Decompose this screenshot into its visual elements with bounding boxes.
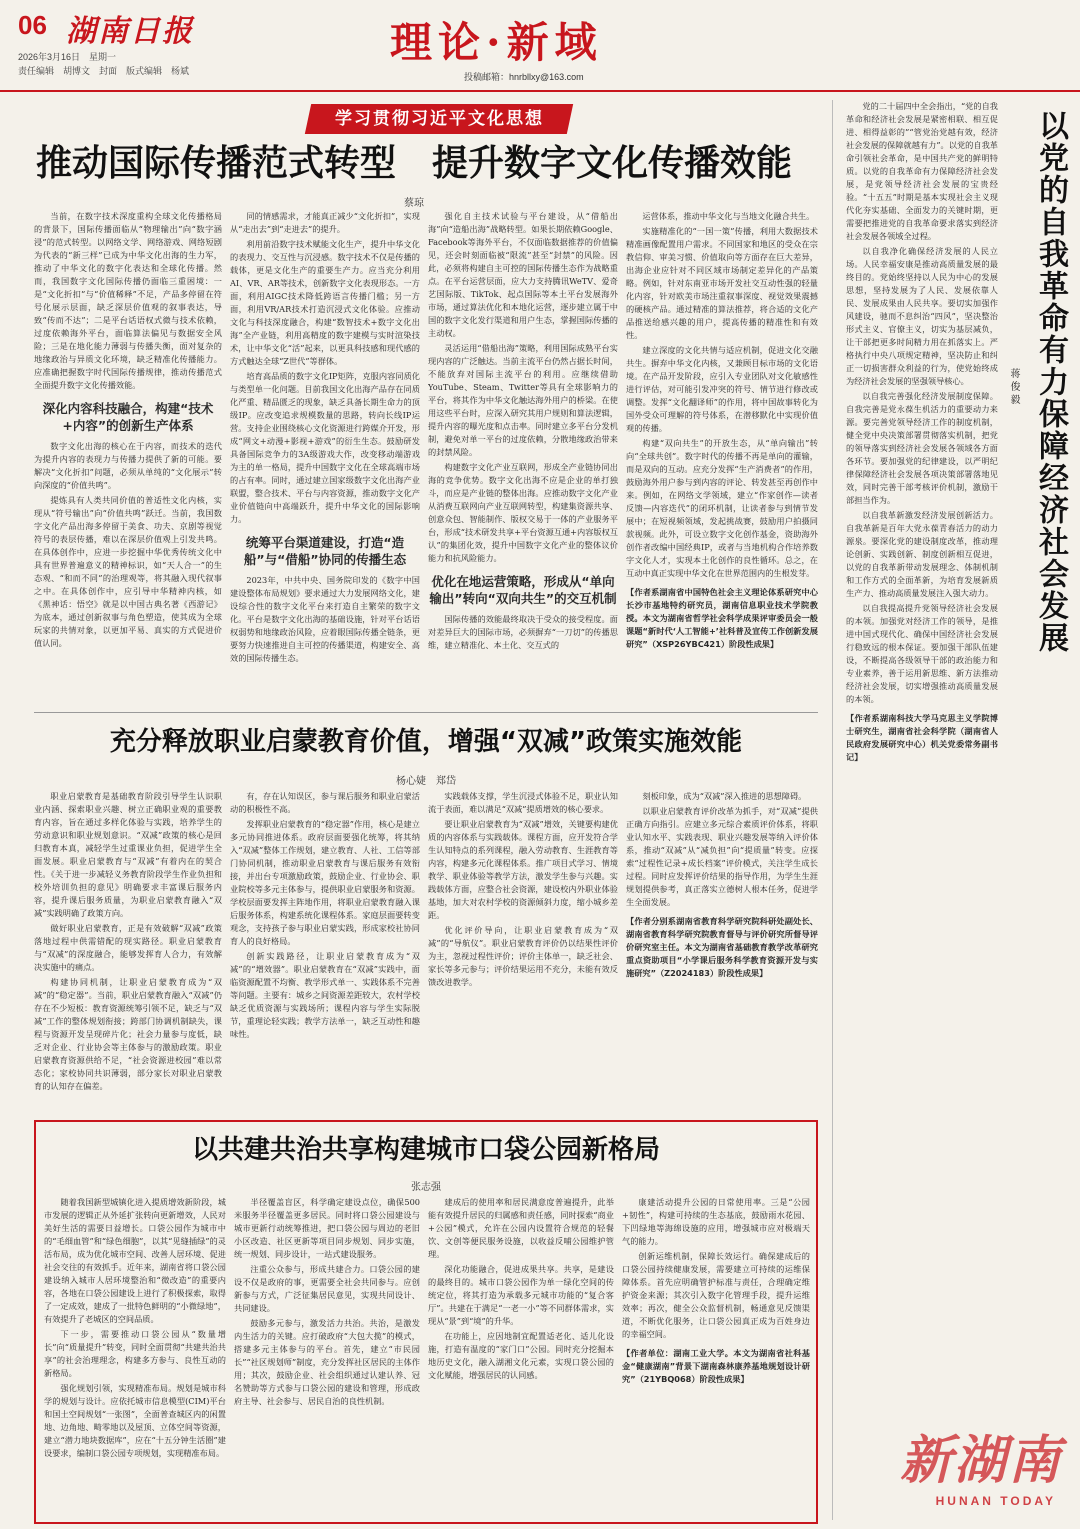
masthead bbox=[0, 0, 1080, 92]
column-divider bbox=[832, 100, 833, 1520]
article2-funding-note: 【作者分别系湖南省教育科学研究院科研处副处长、湖南省教育科学研究院教育督导与评价研究所督导评价研究室主任。本文为湖南省基础教育教学改革研究重点资助项目“小学课后服务科学教育资源开发与实施研究”（Z2024183）阶段性成果】 bbox=[626, 916, 818, 978]
paragraph: 提炼具有人类共同价值的普适性文化内核，实现从“符号输出”向“价值共鸣”跃迁。当前，我国数字文化产品出海多停留于美食、功夫、京剧等视觉符号的表层传播，难以在深层价值观上引发共鸣。在具体创作中，应进一步挖掘中华优秀传统文化中具有世界普遍意义的精神标识，如“天人合一”的生态观、“和而不同”的治理观等，将其融入现代叙事之中。在具体创作中，应引导中华精神内核，如《黑神话：悟空》就是以中国古典名著《西游记》为底本，通过创新叙事与角色塑造，使其成为全球玩家的共情对象，以更加平易、真实的方式促进价值认同。 bbox=[34, 495, 222, 648]
paragraph: 发挥职业启蒙教育的“稳定器”作用，核心是建立多元协同推进体系。政府层面要强化统筹，将其纳入“双减”整体工作规划，建立教育、人社、工信等部门协同机制，推动职业启蒙教育与课后服务有效衔接，并出台专项激励政策，鼓励企业、行业协会、职业院校等多元主体参与，提供职业启蒙服务和资源。学校层面要发挥主阵地作用，将职业启蒙教育融入课后服务体系，构建系统化课程体系。家庭层面要转变观念，支持孩子参与职业启蒙实践，形成家校社协同育人的良好格局。 bbox=[230, 819, 420, 946]
paragraph: 利用前沿数字技术赋能文化生产，提升中华文化的表现力、交互性与沉浸感。数字技术不仅是传播的载体，更是文化生产的重要生产力。应当充分利用AI、VR、AR等技术，创新数字文化表现形态。一方面，利用AIGC技术降低跨语言传播门槛；另一方面，利用VR/AR技术打造沉浸式文化体验。应推动文化与科技深度融合，构建“数智技术+数字文化出海”全产业链，利用高精度的数字建模与实时渲染技术，让中华文化“活”起来，以更具科技感和现代感的方式触达全球“Z世代”等群体。 bbox=[230, 239, 420, 366]
paragraph: 优化评价导向，让职业启蒙教育成为“双减”的“导航仪”。职业启蒙教育评价仍以结果性评价为主，忽视过程性评价；评价主体单一，缺乏社会、家长等多元参与；评价结果运用不充分，未能有效反馈改进教学。 bbox=[428, 925, 618, 987]
paragraph: 在功能上，应因地制宜配置适老化、适儿化设施，打造有温度的“家门口”公园。同时充分挖掘本地历史文化，融入湖湘文化元素，实现口袋公园的文化赋能，增强居民的认同感。 bbox=[428, 1331, 614, 1380]
paragraph: 同的情感需求，才能真正减少“文化折扣”，实现从“走出去”到“走进去”的提升。 bbox=[230, 211, 420, 234]
article1-subhead-3: 优化在地运营策略，形成从“单向输出”转向“双向共生”的交互机制 bbox=[429, 574, 617, 606]
article1-author: 蔡琼 bbox=[404, 198, 424, 209]
paragraph: 要让职业启蒙教育为“双减”增效，关键要构建优质的内容体系与实践载体。课程方面，应开发符合学生认知特点的系列课程，融入劳动教育、生涯教育等内容，构建多元化课程体系。推广项目式学习、情境教学、职业体验等教学方法，激发学生参与兴趣。实践载体方面，应整合社会资源，建设校内外职业体验基地，加大对农村学校的资源倾斜力度，缩小城乡差距。 bbox=[428, 819, 618, 920]
paragraph: 运营体系，推动中华文化与当地文化融合共生。 bbox=[642, 211, 815, 221]
paragraph: 鼓励多元参与，激发活力共治。共治，是激发内生活力的关键。应打破政府“大包大揽”的模式，搭建多元主体参与的平台。首先，建立“市民园长”“社区规划师”制度，充分发挥社区居民的主体作用；其次，鼓励企业、社会组织通过认建认养、冠名赞助等方式参与口袋公园的建设和管理，形成政府主导、社会参与、居民自治的良性机制。 bbox=[234, 1318, 420, 1406]
watermark-logo bbox=[890, 1418, 1066, 1522]
paragraph: 实践载体支撑，学生沉浸式体验不足，职业认知流于表面，难以满足“双减”提质增效的核心要求。 bbox=[428, 791, 618, 814]
paragraph: 职业启蒙教育是基础教育阶段引导学生认识职业内涵、探索职业兴趣、树立正确职业观的重要教育内容，旨在通过多样化体验与实践，培养学生的劳动意识和职业规划意识。“双减”政策的核心是回归教育本真，减轻学生过重课业负担，促进学生全面发展。职业启蒙教育与“双减”有着内在的契合性。《关于进一步减轻义务教育阶段学生作业负担和校外培训负担的意见》明确要求丰富课后服务内容，提升课后服务质量，为职业启蒙教育融入“双减”实践明确了政策方向。 bbox=[34, 791, 222, 918]
submit-email: 投稿邮箱：hnrbllxy@163.com bbox=[464, 72, 584, 82]
paragraph: 半径覆盖盲区，科学确定建设点位，确保500米服务半径覆盖更多居民。同时将口袋公园建设与城市更新行动统筹推进，把口袋公园与周边的老旧小区改造、社区更新等项目同步规划、同步实施，统一规划、同步设计，一站式建设服务。 bbox=[234, 1197, 420, 1259]
paragraph: 创新运维机制，保障长效运行。确保建成后的口袋公园持续健康发展，需要建立可持续的运维保障体系。首先应明确管护标准与责任，合理确定维护资金来源；其次引入数字化管理手段，提升运维效率；再次，健全公众监督机制，畅通意见反馈渠道，不断优化服务，让口袋公园真正成为百姓身边的幸福空间。 bbox=[622, 1251, 810, 1339]
article1-funding-note: 【作者系湖南省中国特色社会主义理论体系研究中心长沙市基地特约研究员，湖南信息职业技术学院教授。本文为湖南省哲学社会科学成果评审委员会一般课题“新时代‘人工智能+’社科普及宣传工作创新发展研究”（XSP26YBC421）阶段性成果】 bbox=[626, 587, 818, 649]
paragraph: 构建协同机制，让职业启蒙教育成为“双减”的“稳定器”。当前，职业启蒙教育融入“双减”仍存在不少短板：教育资源统筹引领不足，缺乏与“双减”工作的整体规划衔接；跨部门协调机制缺失，课程与资源开发呈现碎片化；社会力量参与度低，缺乏对企业、行业协会等主体参与的激励政策。职业启蒙教育资源供给不足，“社会资源进校园”难以常态化；家校协同共识薄弱，部分家长对职业启蒙教育的认知存在偏差。 bbox=[34, 977, 222, 1091]
article3-column-1 bbox=[44, 1196, 226, 1516]
side-article-author: 蒋俊毅 bbox=[1008, 368, 1019, 407]
paragraph: 国际传播的效能最终取决于受众的接受程度。面对差异巨大的国际市场，必须摒弃“一刀切”的传播思维，建立精准化、本土化、交互式的 bbox=[428, 614, 618, 650]
article3-funding-note: 【作者单位：湖南工业大学。本文为湖南省社科基金“健康湖南”背景下湖南森林康养基地规划设计研究”（21YBQ068）阶段性成果】 bbox=[622, 1348, 810, 1384]
paragraph: 建成后的使用率和居民满意度普遍提升，此举能有效提升居民的归属感和责任感，同时探索“商业+公园”模式，允许在公园内设置符合规范的轻餐饮、文创等便民服务设施，以收益反哺公园维护管理。 bbox=[428, 1197, 614, 1259]
paragraph: 以自我提高提升党领导经济社会发展的本领。加强党对经济工作的领导，是推进中国式现代化、确保中国经济社会发展行稳致远的根本保证。要加强干部队伍建设，不断提高各级领导干部的政治能力和专业素养，善于运用新思维、新方法推动经济社会发展，切实增强推动高质量发展的本领。 bbox=[846, 603, 998, 704]
paragraph: 创新实践路径，让职业启蒙教育成为“双减”的“增效器”。职业启蒙教育在“双减”实践中，面临资源配置不均衡、教学形式单一、实践体系不完善等问题。主要有：城乡之间资源差距较大，农村学校缺乏优质资源与实践场所；课程内容与学生实际脱节，重理论轻实践；教学方法单一，缺乏互动性和趣味性。 bbox=[230, 951, 420, 1039]
paragraph: 做好职业启蒙教育，正是有效破解“双减”政策落地过程中供需错配的现实路径。职业启蒙教育与“双减”的深度融合，能够发挥育人合力，有效解决实施中的痛点。 bbox=[34, 923, 222, 972]
paragraph: 实施精准化的“一国一策”传播，利用大数据技术精准画像配置用户需求。不同国家和地区的受众在宗教信仰、审美习惯、价值取向等方面存在巨大差异，出海企业应针对不同区域市场制定差异化的产品策略。例如，针对东南亚市场开发社交互动性强的轻量化内容，针对欧美市场注重叙事深度、视觉效果震撼的硬核产品。通过精准的算法推荐，将合适的文化产品推送给感兴趣的用户，提高传播的精准性和有效性。 bbox=[626, 226, 818, 340]
paragraph: 党的二十届四中全会指出，“党的自我革命和经济社会发展是紧密相联、相互促进、相得益彰的”“管党治党越有效，经济社会发展的保障就越有力”。以党的自我革命引领社会革命，是中国共产党的鲜明特质。以党的自我革命有力保障经济社会发展，是党领导经济社会发展的宝贵经验。“十五五”时期是基本实现社会主义现代化夯实基础、全面发力的关键时期，更需要把推进党的自我革命要求落实到经济社会发展各领域全过程。 bbox=[846, 101, 998, 241]
paragraph: 注重公众参与，形成共建合力。口袋公园的建设不仅是政府的事，更需要全社会共同参与。应创新参与方式，广泛征集居民意见，实现共同设计、共同建设。 bbox=[234, 1264, 420, 1313]
article1-subhead-2: 统筹平台渠道建设，打造“造船”与“借船”协同的传播生态 bbox=[243, 535, 407, 567]
paragraph: 有，存在认知误区，参与课后服务和职业启蒙活动的积极性不高。 bbox=[230, 791, 420, 814]
article1-column-1 bbox=[34, 210, 222, 700]
page-number: 06 bbox=[18, 10, 47, 40]
paragraph: 构建“双向共生”的开放生态，从“单向输出”转向“全球共创”。数字时代的传播不再是单向的灌输，而是双向的互动。应充分发挥“生产消费者”的作用，鼓励海外用户参与到内容的评论、转发甚至再创作中来。例如，在网络文学领域，建立“作家创作—读者反馈—内容迭代”的闭环机制，让读者参与到情节发展中；在短视频领域，发起挑战赛，鼓励用户拍摄同款视频。此外，可设立数字文化创作基金，资助海外创作者改编中国经典IP，或者与当地机构合作培养数字文化人才，实现本土化创作的良性循环。总之，在互动中真正实现中华文化在世界范围内的生根发芽。 bbox=[626, 438, 818, 578]
paragraph: 强化自主技术试验与平台建设，从“借船出海”向“造船出海”战略转型。如果长期依赖Google、Facebook等海外平台，不仅面临数据推荐的价值偏见，还会时刻面临被“限流”甚至“封禁”的风险。因此，必须将构建自主可控的国际传播生态作为战略重点。在平台运营层面，应大力支持腾讯WeTV、爱奇艺国际版、TikTok、起点国际等本土平台发展海外市场，通过算法优化和本地化运营，逐步建立属于中国的数字文化发行渠道和用户生态，掌握国际传播的主动权。 bbox=[428, 211, 618, 338]
article3-title: 以共建共治共享构建城市口袋公园新格局 bbox=[191, 1135, 660, 1165]
article1-column-3 bbox=[428, 210, 618, 700]
paragraph: 灵活运用“借船出海”策略，利用国际成熟平台实现内容的广泛触达。当前主流平台仍然占据长时间，不能放弃对国际主流平台的利用。应继续借助YouTube、Steam、Twitter等具有全球影响力的平台，将其作为中华文化触达海外用户的桥梁。在使用这些平台时，应深入研究其用户规则和算法逻辑，提升内容的曝光度和点击率。同时建立多平台分发机制，避免对单一平台的过度依赖，分散地缘政治带来的封禁风险。 bbox=[428, 343, 618, 457]
paragraph: 数字文化出海的核心在于内容，而技术的迭代为提升内容的表现力与传播力提供了新的可能。要解决“文化折扣”问题，必须从单纯的“文化展示”转向深度的“价值共鸣”。 bbox=[34, 441, 222, 490]
article2-author: 杨心婕 郑岱 bbox=[396, 776, 456, 787]
issue-date: 2026年3月16日 星期一 bbox=[18, 52, 117, 62]
article2-title: 充分释放职业启蒙教育价值，增强“双减”政策实施效能 bbox=[109, 727, 743, 757]
paragraph: 2023年，中共中央、国务院印发的《数字中国建设整体布局规划》要求通过大力发展网络文化，建设综合性的数字文化平台来打造自主繁荣的数字文化。平台是数字文化出海的基础设施，针对平台话语权弱势和地缘政治风险，应着眼国际传播全链条，更要努力快速推进自主可控的传播渠道，构建安全、高效的国际传播生态。 bbox=[230, 575, 420, 663]
side-article-body bbox=[846, 100, 998, 1410]
watermark-text: 新湖南 bbox=[899, 1430, 1062, 1491]
article1-column-2 bbox=[230, 210, 420, 700]
article3-column-3 bbox=[428, 1196, 614, 1516]
paragraph: 随着我国新型城镇化进入提质增效新阶段，城市发展的逻辑正从外延扩张转向更新增效，人民对美好生活的需要日益增长。口袋公园作为城市中的“毛细血管”和“绿色细胞”，以其“见缝插绿”的灵活布局，成为优化城市空间、改善人居环境、促进社会交往的有效抓手。近年来，湖南省将口袋公园建设纳入城市人居环境整治和“微改造”的重要内容，各地在口袋公园建设上进行了积极探索，取得了一定成效，建成了一批特色鲜明的“小微绿地”，有效提升了老城区的空间品质。 bbox=[44, 1197, 226, 1324]
article2-column-1 bbox=[34, 790, 222, 1108]
paragraph: 以自我净化确保经济发展的人民立场。人民幸福安康是推动高质量发展的最终目的。党始终坚持以人民为中心的发展思想，坚持发展为了人民、发展依靠人民、发展成果由人民共享。要切实加强作风建设，驰而不息纠治“四风”，坚决整治形式主义、官僚主义，切实为基层减负，让干部把更多时间精力用在抓落实上。严格执行中央八项规定精神，坚决防止和纠正一切损害群众利益的行为，使党始终成为经济社会发展的坚强领导核心。 bbox=[846, 246, 998, 386]
article1-title: 推动国际传播范式转型 提升数字文化传播效能 bbox=[35, 143, 792, 184]
column-banner: 学习贯彻习近平文化思想 bbox=[305, 104, 573, 134]
editors-line: 责任编辑 胡博文 封面 版式编辑 杨斌 bbox=[18, 66, 190, 76]
paragraph: 以自我完善强化经济发展制度保障。自我完善是党永葆生机活力的重要动力来源。要完善党领导经济工作的制度机制，健全党中央决策部署贯彻落实机制，把党的领导落实到经济社会发展各领域各方面各环节。要加强党的纪律建设，以严明纪律保障经济社会发展各项决策部署落地见效，同时完善干部考核评价机制，激励干部担当作为。 bbox=[846, 391, 998, 505]
article1-subhead-1: 深化内容科技融合，构建“技术+内容”的创新生产体系 bbox=[42, 401, 214, 433]
article3-author: 张志强 bbox=[411, 1182, 441, 1193]
paragraph: 当前，在数字技术深度重构全球文化传播格局的背景下，国际传播面临从“物理输出”向“数字涵浸”的范式转型。以网络文学、网络游戏、网络短剧为代表的“新三样”已成为中华文化出海的生力军，推动了中华文化的数字化表达和全球化传播。然而，我国数字文化国际传播仍面临三重困境：一是“文化折扣”与“价值稀释”不足，产品多停留在符号化展示层面，缺乏深层价值观的叙事表达，导致“传而不达”；二是平台话语权式微与技术依赖，过度依赖海外平台，面临算法偏见与数据安全风险；三是在地化能力薄弱与传播失衡，面对复杂的地缘政治与异质文化环境，缺乏精准化传播能力。应准确把握数字时代国际传播规律，推动传播范式全面提升数字文化传播效能。 bbox=[34, 211, 222, 390]
section-title: 理论·新域 bbox=[390, 18, 603, 67]
paragraph: 康建活动提升公园的日常使用率。三是“公园+韧性”，构建可持续的生态基底，鼓励雨水花园、下凹绿地等海绵设施的应用，增强城市应对极端天气的能力。 bbox=[622, 1197, 810, 1246]
paragraph: 培育高品质的数字文化IP矩阵，克服内容同质化与类型单一化问题。目前我国文化出海产品存在同质化严重、精品匮乏的现象，缺乏具备长期生命力的顶级IP。应改变追求规模数量的思路，转向长线IP运营。支持企业围绕核心文化资源进行跨媒介开发，形成“网文+动漫+影视+游戏”的衍生生态。鼓励研发具备国际竞争力的3A级游戏大作，改变移动端游戏为主的单一格局，提升中国数字文化在全球高端市场的占有率。同时，通过建立国家级数字文化出海产业联盟，整合技术、平台与内容资源，推动数字文化产业价值链向中高端跃升，提升中华文化的国际影响力。 bbox=[230, 371, 420, 524]
paper-logo: 湖南日报 bbox=[66, 14, 194, 49]
side-article-funding-note: 【作者系湖南科技大学马克思主义学院博士研究生，湖南省社会科学院（湖南省人民政府发展研究中心）机关党委常务副书记】 bbox=[846, 713, 998, 762]
paragraph: 构建数字文化产业互联网，形成全产业链协同出海的竞争优势。数字文化出海不应是企业的单打独斗，而应是产业链的整体出海。应推动数字文化产业从消费互联网向产业互联网转型，构建集资源共享、创意众包、智能制作、版权交易于一体的产业服务平台，形成“技术研发共享+平台资源互通+内容版权互认”的集团化效，提升中国数字文化产业的整体议价能力和抗风险能力。 bbox=[428, 462, 618, 563]
article1-column-4 bbox=[626, 210, 818, 700]
divider bbox=[34, 712, 818, 713]
article3-column-4 bbox=[622, 1196, 810, 1516]
article2-column-2 bbox=[230, 790, 420, 1108]
watermark-subtext: HUNAN TODAY bbox=[935, 1494, 1056, 1508]
paragraph: 深化功能融合，促进成果共享。共享，是建设的最终目的。城市口袋公园作为单一绿化空间的传统定位，将其打造为承载多元城市功能的“复合客厅”。共建在于满足“一老一小”等不同群体需求，实现从“景”到“境”的升华。 bbox=[428, 1264, 614, 1326]
paragraph: 刻板印象，成为“双减”深入推进的思想障碍。 bbox=[642, 791, 807, 801]
paragraph: 以职业启蒙教育评价改革为抓手，对“双减”提供正确方向指引。应建立多元综合素质评价体系，将职业认知水平、实践表现、职业兴趣发展等纳入评价体系，推动“双减”从“减负担”向“提质量”转变。应探索“过程性记录+成长档案”评价模式，关注学生成长过程。同时应发挥评价结果的指导作用，为学生生涯规划提供参考，真正落实立德树人根本任务，促进学生全面发展。 bbox=[626, 806, 818, 907]
article2-column-3 bbox=[428, 790, 618, 1108]
paragraph: 下一步，需要推动口袋公园从“数量增长”向“质量提升”转变，同时全面贯彻“共建共治共享”的社会治理理念，构建多方参与、良性互动的新格局。 bbox=[44, 1329, 226, 1378]
article2-column-4 bbox=[626, 790, 818, 1108]
paragraph: 建立深度的文化共情与适应机制，促进文化交融共生。摒弃中华文化内核，又兼顾目标市场的文化语境。在产品开发阶段，应引入专业团队对文化敏感性进行评估，对可能引发冲突的符号、情节进行修改或调整。发挥“文化翻译师”的作用，将中国故事转化为国外受众可理解的符号体系，在潜移默化中实现价值观的传播。 bbox=[626, 345, 818, 433]
paragraph: 强化规划引领，实现精准布局。规划是城市科学的规划与设计。应依托城市信息模型(CIM)平台和国土空间规划“一张图”，全面普查城区内的闲置地、边角地、畸零地以及屋顶、立体空间等资源，建立“潜力地块数据库”，应在“十五分钟生活圈”建设要求，编制口袋公园专项规划，实现精准布局。 bbox=[44, 1383, 226, 1458]
paragraph: 以自我革新激发经济发展创新活力。自我革新是百年大党永葆青春活力的动力源泉。要深化党的建设制度改革，推动理论创新、实践创新、制度创新相互促进，以党的自我革新带动发展理念、体制机制和工作方式的全面革新，为培育发展新质生产力、推动高质量发展注入强大动力。 bbox=[846, 510, 998, 598]
article3-column-2 bbox=[234, 1196, 420, 1516]
side-article-title: 以党的自我革命有力保障经济社会发展 bbox=[1033, 110, 1068, 654]
